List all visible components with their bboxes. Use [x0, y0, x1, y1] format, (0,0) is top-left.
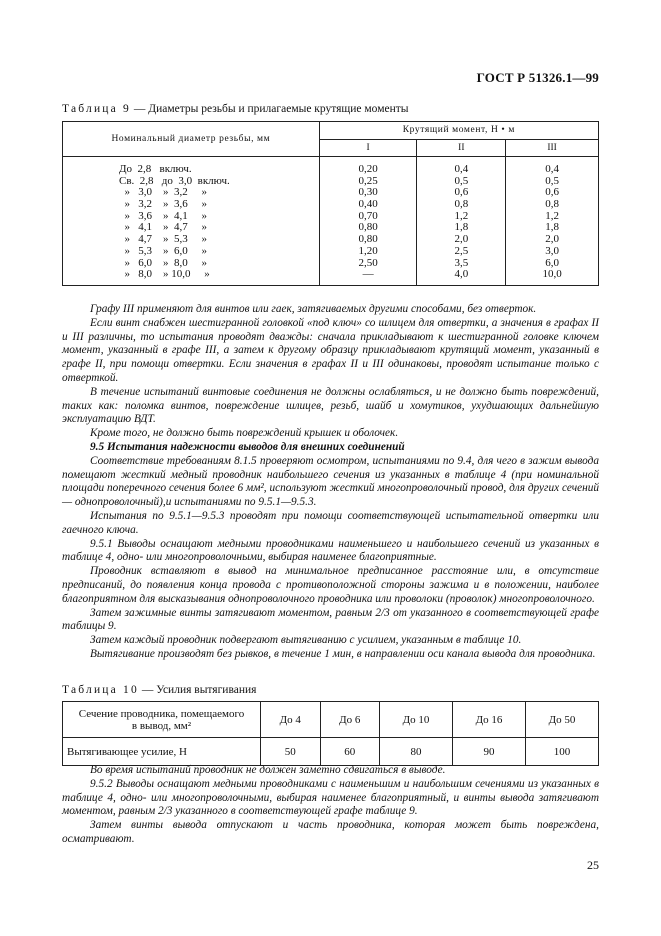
paragraph: Во время испытаний проводник не должен заметно сдвигаться в выводе.	[90, 764, 446, 776]
table10-force-cell: 60	[320, 738, 380, 766]
document-code: ГОСТ Р 51326.1—99	[476, 70, 599, 85]
table9-torque-cell: 2,50	[358, 256, 378, 269]
table9-torque-cell: 0,20	[358, 163, 378, 175]
page-number: 25	[587, 858, 599, 872]
table9-col-iii-values	[506, 157, 599, 286]
table10-section-label-line2: в вывод, мм²	[131, 719, 192, 732]
table9-torque-cell: 1,20	[358, 244, 378, 257]
table10-section-cell: До 10	[380, 702, 453, 738]
table9-torque-cell: 2,5	[454, 244, 469, 257]
table9-torque-cell: 0,80	[358, 221, 378, 234]
table9-torque-cell: —	[362, 268, 374, 281]
table10-caption-prefix: Таблица 10	[62, 684, 139, 696]
table10-force-cell: 50	[261, 738, 321, 766]
table10-caption-title: — Усилия вытягивания	[138, 684, 257, 696]
paragraph: 9.5.2 Выводы оснащают медными проводниками с наименьшим и наибольшим сечениями из указанных в таблице 4, одно- или многопроволочными, выбирая наименее благоприятный, и винты вывода затягивают моментом, равным 2/3 указанного в соответствующей графе таблице 9.	[62, 777, 599, 818]
paragraph: Затем зажимные винты затягивают моментом, равным 2/3 от указанного в соответствующей графе таблицы 9.	[62, 606, 599, 633]
table9-header-torque: Крутящий момент, Н • м	[319, 122, 598, 140]
table9-diameter-cell: » 3,6 » 4,1 »	[119, 209, 207, 222]
table9-torque-cell: 0,4	[454, 163, 469, 175]
paragraph: Кроме того, не должно быть повреждений крышек и оболочек.	[90, 427, 399, 440]
table9-diameter-cell: » 3,0 » 3,2 »	[119, 186, 207, 199]
table9-torque-cell: 6,0	[545, 256, 559, 269]
table10-section-cell: До 6	[320, 702, 380, 738]
table9-diameter-cell: До 2,8 включ.	[119, 163, 192, 175]
table9-torque-cell: 0,8	[545, 198, 559, 211]
table9-caption-title: — Диаметры резьбы и прилагаемые крутящие моменты	[130, 103, 409, 115]
table10-section-cell: До 50	[525, 702, 598, 738]
body-text-1	[62, 303, 599, 662]
table10-section-label	[63, 702, 261, 738]
table10-force-label: Вытягивающее усилие, Н	[63, 738, 261, 766]
table9-torque-cell: 0,6	[454, 186, 469, 199]
table9-torque-cell: 0,70	[358, 209, 378, 222]
table9-diameter-cell: » 6,0 » 8,0 »	[119, 256, 207, 269]
paragraph: Вытягивание производят без рывков, в течение 1 мин, в направлении оси канала вывода для проводника.	[90, 647, 596, 660]
table9-torque-cell: 0,40	[358, 198, 378, 211]
section-heading: 9.5 Испытания надежности выводов для внешних соединений	[90, 440, 405, 453]
table10	[62, 701, 599, 766]
paragraph: В течение испытаний винтовые соединения не должны ослабляться, и не должно быть повреждений, таких как: поломка винтов, повреждение шлицев, резьб, шайб и хомутиков, ухудшающих дальнейшую эксплуатацию ВДТ.	[62, 385, 599, 426]
table9-diameter-cell: » 4,7 » 5,3 »	[119, 233, 207, 246]
paragraph: 9.5.1 Выводы оснащают медными проводниками наименьшего и наибольшего сечений из указанных в таблице 4, одно- или многопроволочными, выбирая наименее благоприятные.	[62, 537, 599, 564]
table9-diameter-cell: » 5,3 » 6,0 »	[119, 244, 207, 257]
table9-torque-cell: 3,0	[545, 244, 559, 257]
table9-header-col-i: I	[319, 139, 417, 157]
body-text-2	[62, 764, 599, 847]
paragraph: Затем винты вывода отпускают и часть проводника, которая может быть повреждена, осматривают.	[62, 819, 599, 845]
table10-caption	[62, 684, 256, 696]
table9-torque-cell: 1,2	[454, 209, 469, 222]
table9-torque-cell: 0,8	[454, 198, 469, 211]
paragraph: Испытания по 9.5.1—9.5.3 проводят при помощи соответствующей испытательной отвертки или гаечного ключа.	[62, 509, 599, 536]
table9-torque-cell: 3,5	[454, 256, 469, 269]
table10-force-cell: 90	[452, 738, 525, 766]
table9-torque-cell: 0,5	[454, 174, 469, 187]
table9	[62, 121, 599, 286]
table9-header-col-iii: III	[506, 139, 599, 157]
table9-torque-cell: 0,4	[545, 163, 559, 175]
table9-diameter-cell: » 8,0 » 10,0 »	[119, 268, 210, 281]
paragraph: Затем каждый проводник подвергают вытягиванию с усилием, указанным в таблице 10.	[90, 634, 522, 647]
table10-force-cell: 80	[380, 738, 453, 766]
table10-force-cell: 100	[525, 738, 598, 766]
table9-torque-cell: 1,8	[454, 221, 469, 234]
table9-torque-cell: 2,0	[454, 233, 469, 246]
table9-torque-cell: 0,25	[358, 174, 378, 187]
paragraph: Если винт снабжен шестигранной головкой «под ключ» со шлицем для отвертки, а значения в графах II и III различны, то испытания проводят дважды: сначала прикладывают к шестигранной головке ключем момент, указанный в графе III, а затем к другому образцу прикладывают крутящий момент, указанный в графе II, при помощи отвертки. Если значения в графах II и III одинаковы, проводят испытание только с отверткой.	[62, 316, 599, 384]
paragraph: Проводник вставляют в вывод на минимальное предписанное расстояние или, в отсутствие предписаний, до появления конца провода с противоположной стороны зажима и в положении, наиболее благоприятном для высказывания однопроволочного проводника или проволоки (проволок) многопроволочного.	[62, 565, 599, 605]
table9-header-diameter: Номинальный диаметр резьбы, мм	[63, 122, 320, 157]
table9-torque-cell: 0,5	[545, 174, 559, 187]
table9-torque-cell: 0,30	[358, 186, 378, 199]
table9-torque-cell: 0,6	[545, 186, 559, 199]
table9-caption-prefix: Таблица 9	[62, 103, 131, 115]
table9-caption	[62, 103, 409, 115]
table9-diameter-cell: » 3,2 » 3,6 »	[119, 198, 207, 211]
table9-diameter-column	[63, 157, 320, 286]
table9-diameter-cell: » 4,1 » 4,7 »	[119, 221, 207, 234]
table10-section-cell: До 4	[261, 702, 321, 738]
table9-col-ii-values	[417, 157, 506, 286]
table9-header-col-ii: II	[417, 139, 506, 157]
table9-torque-cell: 1,8	[545, 221, 559, 234]
table9-torque-cell: 0,80	[358, 233, 378, 246]
table9-torque-cell: 2,0	[545, 233, 559, 246]
paragraph: Соответствие требованиям 8.1.5 проверяют осмотром, испытаниями по 9.4, для чего в зажим вывода помещают жесткий медный проводник наибольшего сечения из указанных в таблице 4 (при номинальной площади поперечного сечения более 6 мм², используют жесткий многопроволочный провод, для других сечений— однопроволочный),и испытаниями по 9.5.1—9.5.3.	[62, 454, 599, 509]
paragraph: Графу III применяют для винтов или гаек, затягиваемых другими способами, без отверток.	[90, 303, 537, 315]
table9-torque-cell: 1,2	[545, 209, 559, 222]
table9-torque-cell: 10,0	[542, 268, 562, 281]
table10-section-cell: До 16	[452, 702, 525, 738]
table9-col-i-values	[319, 157, 417, 286]
table9-diameter-cell: Св. 2,8 до 3,0 включ.	[119, 174, 230, 187]
table10-section-label-line1: Сечение проводника, помещаемого	[78, 707, 245, 720]
table9-torque-cell: 4,0	[454, 268, 469, 281]
